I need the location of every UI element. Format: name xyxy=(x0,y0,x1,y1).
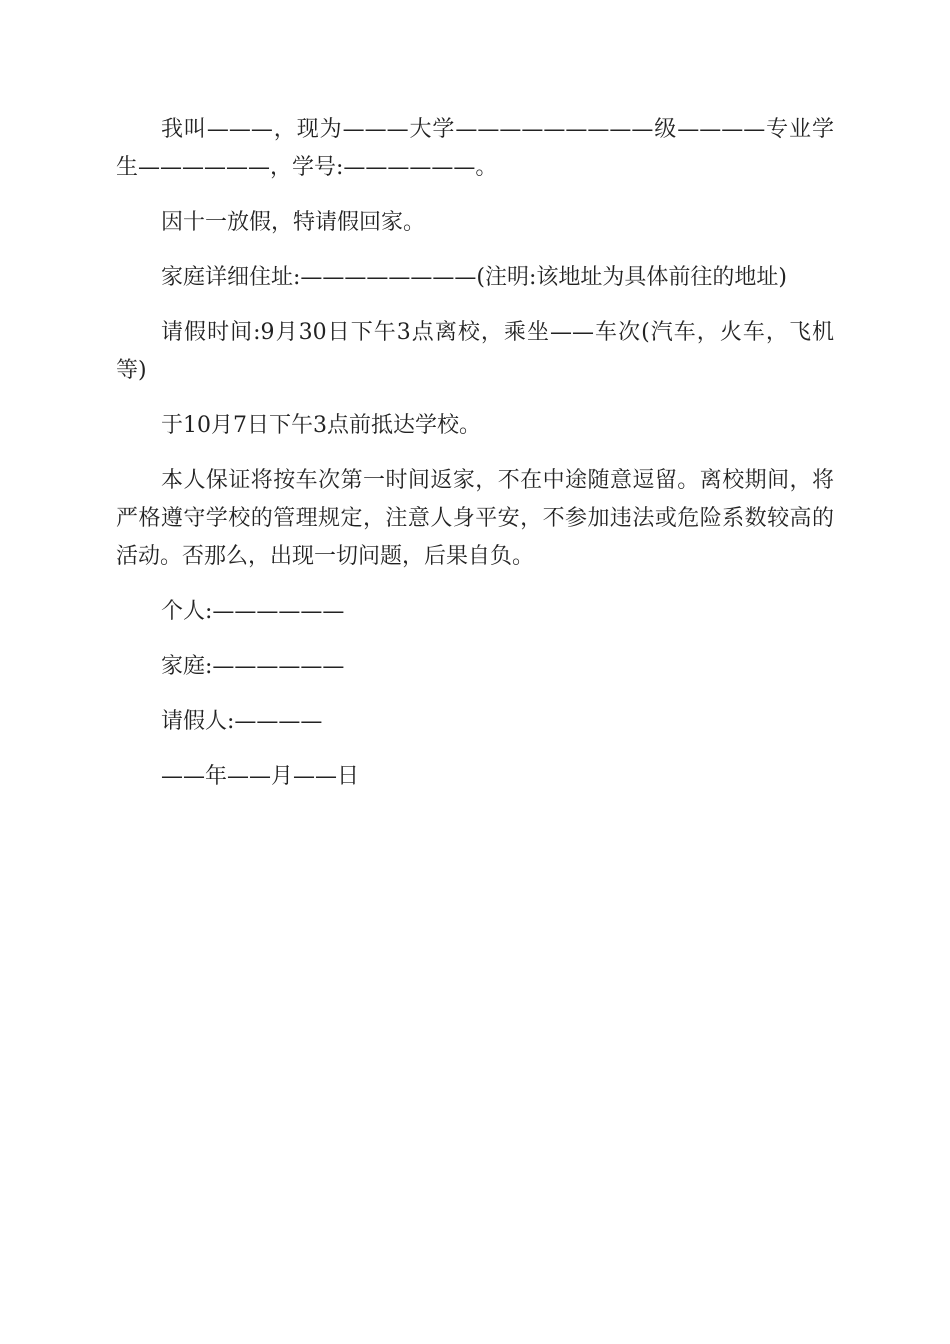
personal-signature-line: 个人:—————— xyxy=(161,599,345,624)
reason-paragraph: 因十一放假，特请假回家。 xyxy=(161,210,426,235)
pledge-paragraph: 本人保证将按车次第一时间返家，不在中途随意逗留。离校期间，将严格遵守学校的管理规定，注意人身平安，不参加违法或危险系数较高的活动。否那么，出现一切问题，后果自负。 xyxy=(116,468,834,569)
intro-paragraph: 我叫———，现为———大学—————————级————专业学生——————，学号:——————。 xyxy=(116,117,834,180)
family-signature-line: 家庭:—————— xyxy=(161,654,345,679)
leave-time-paragraph: 请假时间:9月30日下午3点离校，乘坐——车次(汽车，火车，飞机等) xyxy=(116,320,834,383)
address-paragraph: 家庭详细住址:————————(注明:该地址为具体前往的地址) xyxy=(161,265,787,290)
return-paragraph: 于10月7日下午3点前抵达学校。 xyxy=(161,413,481,438)
applicant-signature-line: 请假人:———— xyxy=(161,709,323,734)
date-line: ——年——月——日 xyxy=(161,764,360,789)
leave-request-body xyxy=(116,111,834,813)
